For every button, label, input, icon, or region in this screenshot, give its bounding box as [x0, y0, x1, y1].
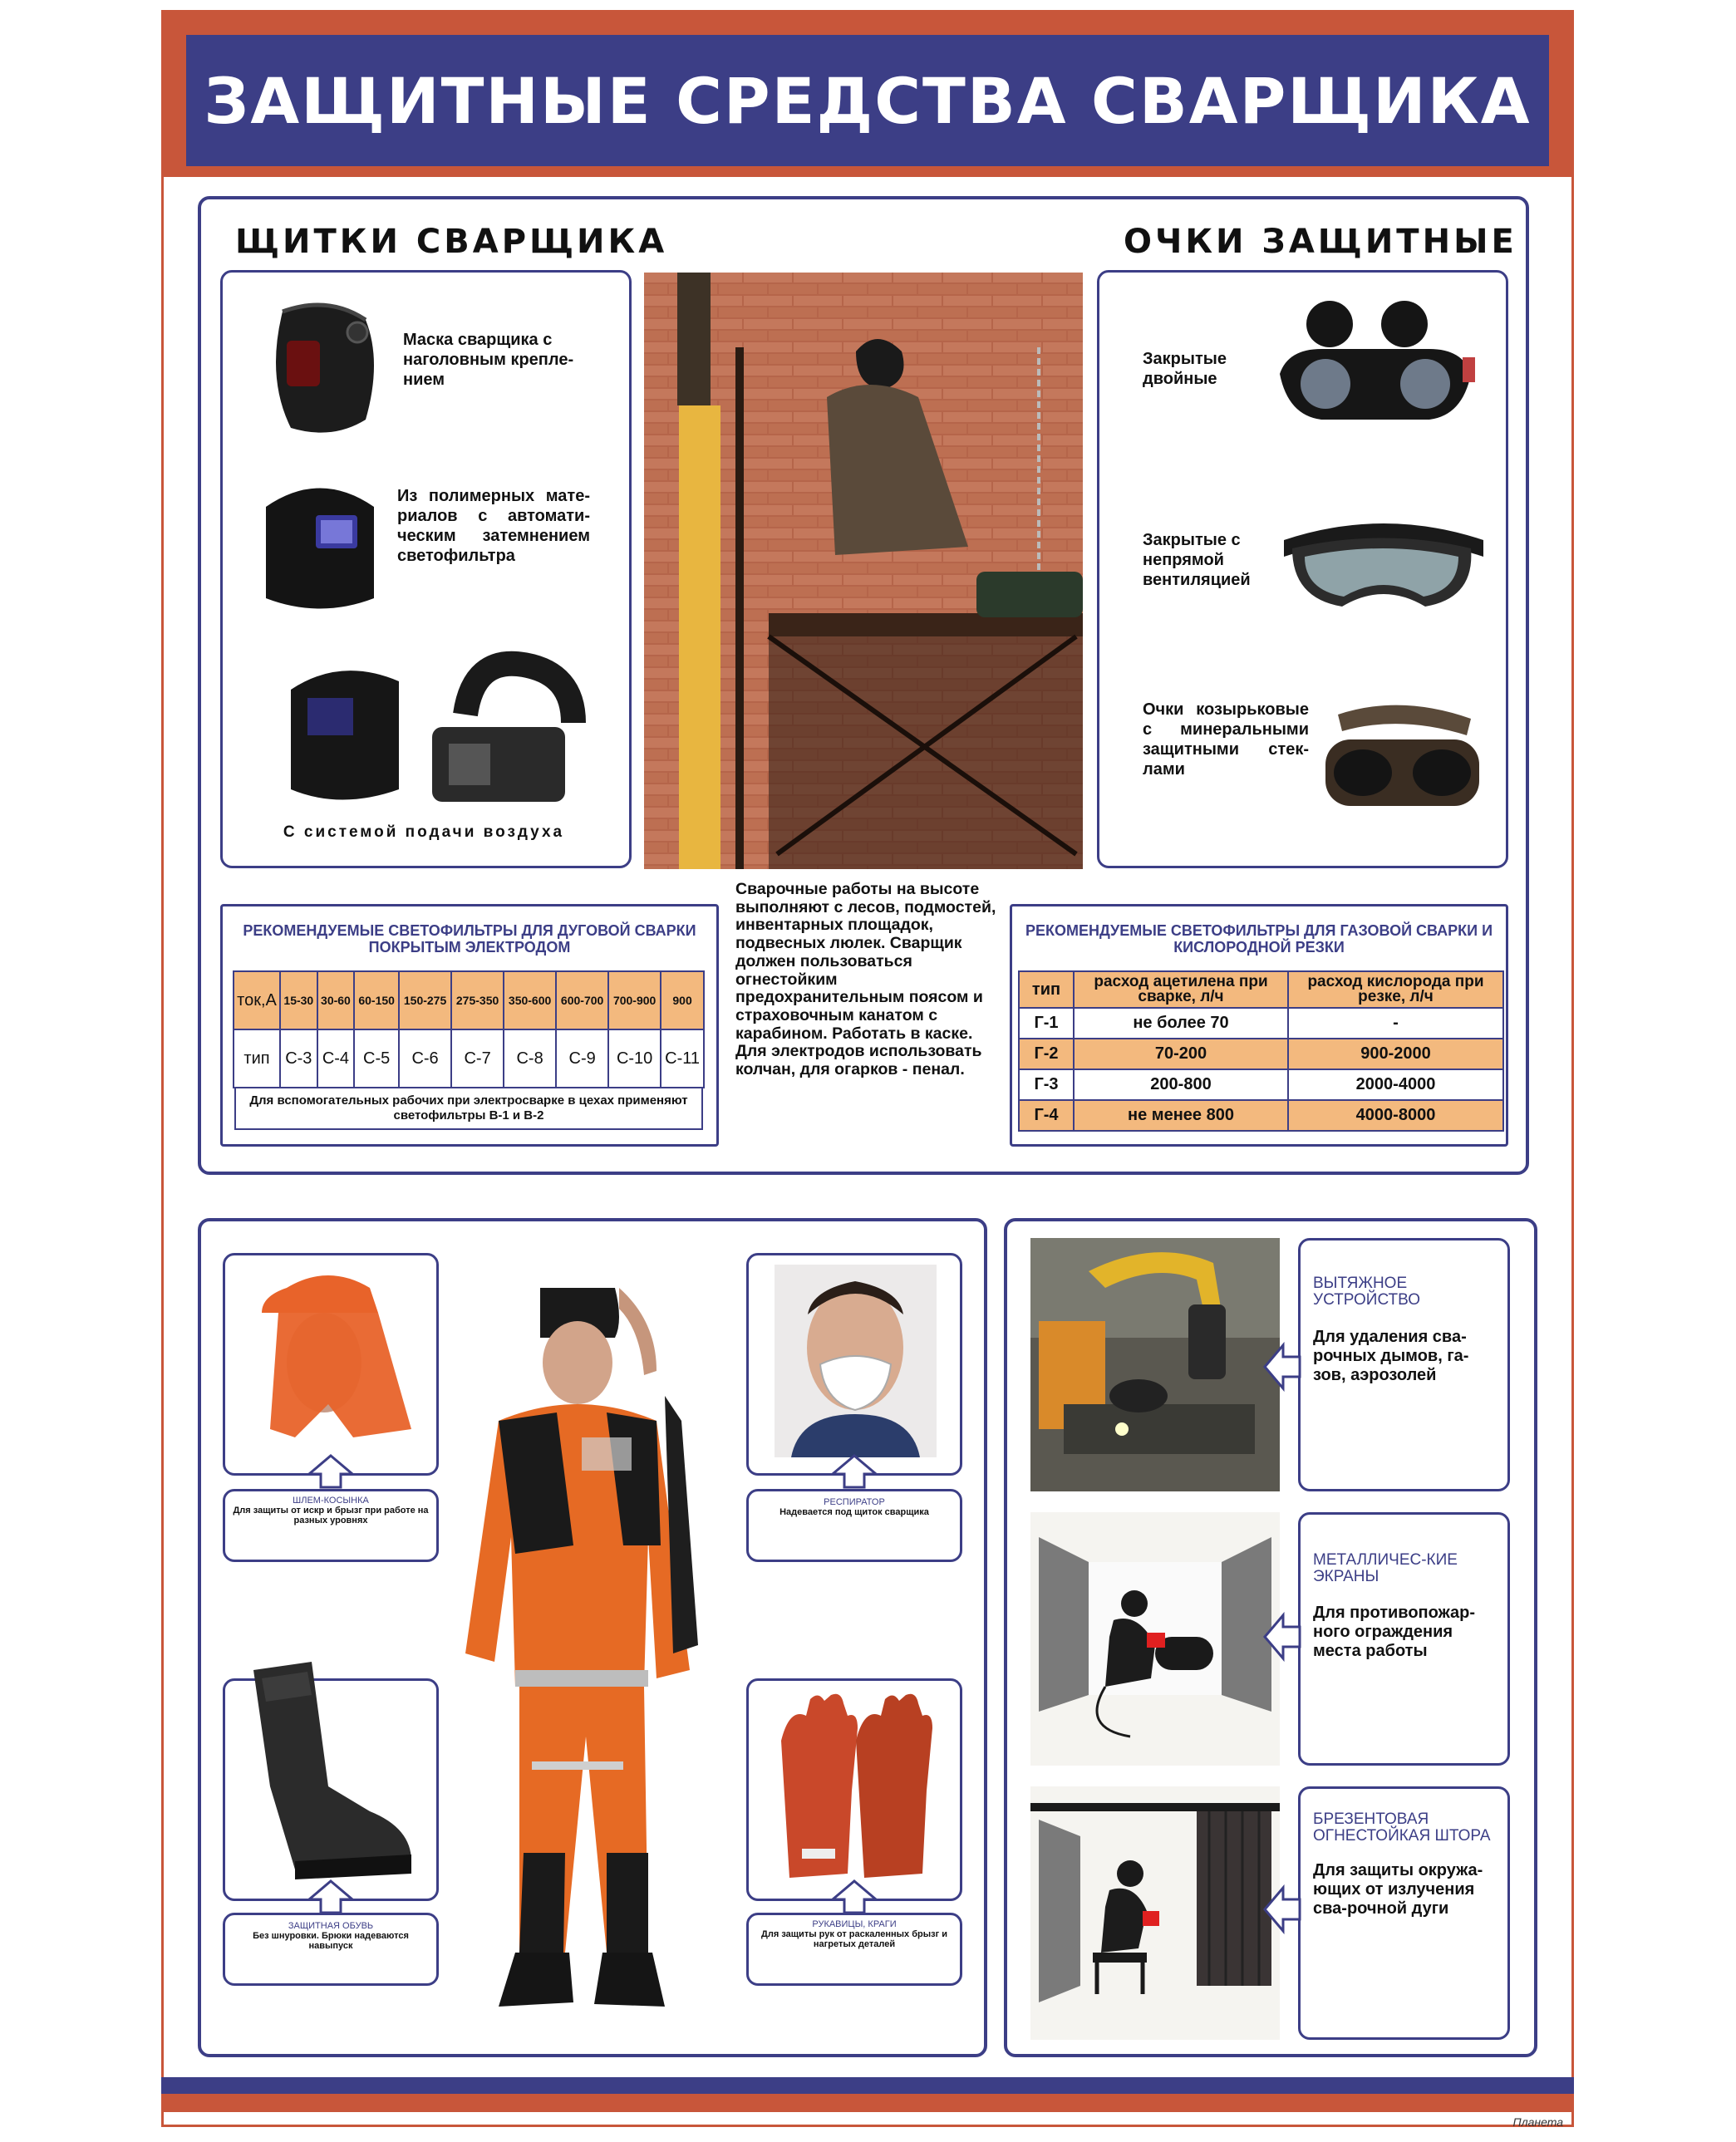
brand-logo: Планета	[1512, 2115, 1563, 2129]
arc-type-cell: С-8	[504, 1029, 556, 1088]
gas-cell: Г-2	[1019, 1039, 1074, 1069]
height-work-text: Сварочные работы на высоте выполняют с лесов, подмостей, инвентарных площадок, подвесных люлек. Сварщик должен пользоваться огнестойким предохранительным поясом и страховочным канатом с карабином. Работать в каске. Для электродов использовать колчан, для огарков - пенал.	[735, 880, 996, 1079]
fume-extractor-text: Для удаления сва-рочных дымов, га-зов, аэрозолей	[1313, 1328, 1469, 1384]
goggles-item-2-text: Закрытые с непрямой вентиляцией	[1143, 531, 1251, 589]
arc-current-cell: 275-350	[451, 971, 504, 1029]
boots-title: ЗАЩИТНАЯ ОБУВЬ	[288, 1921, 374, 1931]
gas-filter-table	[1018, 970, 1504, 1132]
metal-screens-title: МЕТАЛЛИЧЕС-КИЕ ЭКРАНЫ	[1313, 1551, 1458, 1585]
helmet-caption	[231, 1496, 430, 1525]
welder-at-height-photo	[644, 273, 1083, 869]
fireproof-curtain-arrow-icon	[1263, 1884, 1301, 1934]
gas-cell: не более 70	[1074, 1008, 1288, 1039]
arc-type-cell: С-5	[354, 1029, 399, 1088]
gloves-icon	[765, 1691, 947, 1882]
footer-stripe	[161, 2077, 1574, 2094]
visor-goggles-icon	[1313, 698, 1488, 814]
arc-type-cell: С-4	[317, 1029, 355, 1088]
arc-table-title: РЕКОМЕНДУЕМЫЕ СВЕТОФИЛЬТРЫ ДЛЯ ДУГОВОЙ СВАРКИ ПОКРЫТЫМ ЭЛЕКТРОДОМ	[243, 922, 696, 956]
shield-item-3-text: С системой подачи воздуха	[283, 823, 565, 841]
arc-current-cell: 60-150	[354, 971, 399, 1029]
arc-current-cell: 350-600	[504, 971, 556, 1029]
arc-type-cell: С-3	[280, 1029, 317, 1088]
gas-cell: Г-4	[1019, 1100, 1074, 1131]
gas-cell: Г-1	[1019, 1008, 1074, 1039]
helmet-title: ШЛЕМ-КОСЫНКА	[293, 1496, 369, 1506]
goggles-item-3-text: Очки козырьковые с минеральными защитными стек-лами	[1143, 700, 1309, 779]
gas-cell: 200-800	[1074, 1069, 1288, 1100]
boots-text: Без шнуровки. Брюки надеваются навыпуск	[253, 1931, 409, 1951]
gas-row	[1019, 1069, 1503, 1100]
arc-current-cell: 150-275	[399, 971, 451, 1029]
gloves-title: РУКАВИЦЫ, КРАГИ	[812, 1919, 897, 1929]
gas-row	[1019, 1008, 1503, 1039]
gas-cell: 4000-8000	[1288, 1100, 1503, 1131]
welder-suit-figure	[449, 1271, 740, 2036]
double-goggles-icon	[1271, 299, 1479, 432]
page-title: ЗАЩИТНЫЕ СРЕДСТВА СВАРЩИКА	[204, 63, 1532, 138]
goggles-item-1-text: Закрытые двойные	[1143, 350, 1227, 388]
gas-header-type: тип	[1019, 971, 1074, 1008]
gas-header-row	[1019, 971, 1503, 1008]
shields-heading: ЩИТКИ СВАРЩИКА	[235, 223, 668, 261]
shield-item-2-text: Из полимерных мате-риалов с автомати-ческим затемнением светофильтра	[397, 487, 590, 565]
gloves-arrow-icon	[829, 1879, 879, 1914]
title-panel	[186, 35, 1549, 166]
gas-cell: 900-2000	[1288, 1039, 1503, 1069]
arc-type-cell: С-7	[451, 1029, 504, 1088]
boots-arrow-icon	[306, 1879, 356, 1914]
boots-caption	[231, 1921, 430, 1951]
gloves-caption	[755, 1919, 954, 1949]
arc-type-cell: С-9	[556, 1029, 608, 1088]
metal-screens-illustration	[1030, 1512, 1280, 1766]
fireproof-curtain-illustration	[1030, 1786, 1280, 2040]
gas-header-acetylene: расход ацетилена при сварке, л/ч	[1074, 971, 1288, 1008]
gas-row	[1019, 1039, 1503, 1069]
arc-current-cell: 600-700	[556, 971, 608, 1029]
arc-current-cell: 30-60	[317, 971, 355, 1029]
arc-type-cell: С-6	[399, 1029, 451, 1088]
auto-darkening-helmet-icon	[249, 474, 391, 619]
metal-screens-arrow-icon	[1263, 1612, 1301, 1662]
vented-goggles-icon	[1276, 507, 1488, 615]
fireproof-curtain-title: БРЕЗЕНТОВАЯ ОГНЕСТОЙКАЯ ШТОРА	[1313, 1810, 1491, 1845]
arc-filter-table	[233, 970, 705, 1088]
gas-cell: не менее 800	[1074, 1100, 1288, 1131]
respirator-text: Надевается под щиток сварщика	[779, 1507, 929, 1517]
gas-table-title: РЕКОМЕНДУЕМЫЕ СВЕТОФИЛЬТРЫ ДЛЯ ГАЗОВОЙ СВАРКИ И КИСЛОРОДНОЙ РЕЗКИ	[1025, 922, 1493, 956]
gas-cell: 70-200	[1074, 1039, 1288, 1069]
gas-cell: 2000-4000	[1288, 1069, 1503, 1100]
arc-current-cell: 15-30	[280, 971, 317, 1029]
goggles-heading: ОЧКИ ЗАЩИТНЫЕ	[1124, 223, 1517, 261]
gas-row	[1019, 1100, 1503, 1131]
respirator-arrow-icon	[829, 1454, 879, 1489]
gas-cell: Г-3	[1019, 1069, 1074, 1100]
arc-current-label: ток,А	[234, 971, 280, 1029]
arc-type-row	[234, 1029, 704, 1088]
hood-helmet-icon	[245, 1263, 420, 1446]
respirator-caption	[755, 1497, 954, 1517]
title-divider	[161, 173, 1574, 177]
fume-extractor-arrow-icon	[1263, 1342, 1301, 1392]
air-supply-helmet-icon	[274, 648, 598, 814]
gas-cell: -	[1288, 1008, 1503, 1039]
respirator-title: РЕСПИРАТОР	[824, 1497, 885, 1507]
metal-screens-text: Для противопожар-ного ограждения места работы	[1313, 1604, 1475, 1660]
arc-table-note: Для вспомогательных рабочих при электросварке в цехах применяют светофильтры В-1 и В-2	[234, 1087, 703, 1130]
arc-current-cell: 700-900	[608, 971, 661, 1029]
fume-extractor-title: ВЫТЯЖНОЕ УСТРОЙСТВО	[1313, 1275, 1420, 1309]
arc-current-cell: 900	[661, 971, 704, 1029]
welding-mask-icon	[249, 295, 391, 445]
arc-type-label: тип	[234, 1029, 280, 1088]
boots-icon	[245, 1662, 420, 1886]
helmet-text: Для защиты от искр и брызг при работе на разных уровнях	[233, 1506, 429, 1525]
arc-current-row	[234, 971, 704, 1029]
fireproof-curtain-text: Для защиты окружа-ющих от излучения сва-рочной дуги	[1313, 1861, 1483, 1918]
arc-type-cell: С-10	[608, 1029, 661, 1088]
fume-extractor-photo	[1030, 1238, 1280, 1491]
shield-item-1-text: Маска сварщика с наголовным крепле-нием	[403, 331, 574, 389]
helmet-arrow-icon	[306, 1454, 356, 1489]
gas-header-oxygen: расход кислорода при резке, л/ч	[1288, 971, 1503, 1008]
gloves-text: Для защиты рук от раскаленных брызг и нагретых деталей	[761, 1929, 947, 1949]
arc-type-cell: С-11	[661, 1029, 704, 1088]
respirator-photo	[775, 1265, 937, 1457]
